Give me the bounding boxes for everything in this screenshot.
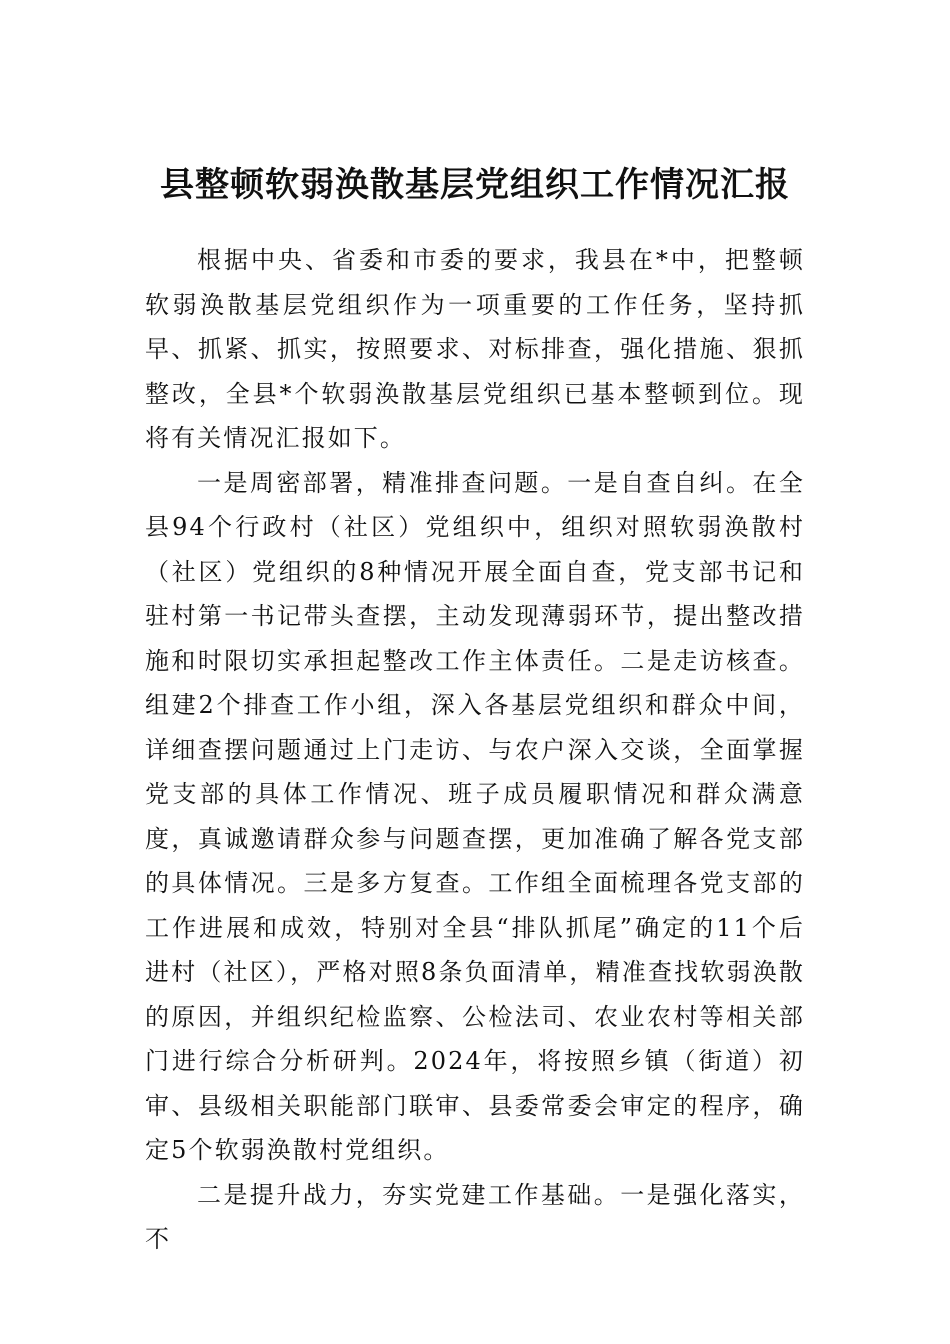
document-body (145, 238, 805, 1262)
paragraph-intro: 根据中央、省委和市委的要求，我县在*中，把整顿软弱涣散基层党组织作为一项重要的工作任务，坚持抓早、抓紧、抓实，按照要求、对标排查，强化措施、狠抓整改，全县*个软弱涣散基层党组织已基本整顿到位。现将有关情况汇报如下。 (145, 246, 805, 452)
paragraph-section-2: 二是提升战力，夯实党建工作基础。一是强化落实，不 (145, 1180, 805, 1253)
paragraph-section-1: 一是周密部署，精准排查问题。一是自查自纠。在全县94个行政村（社区）党组织中，组织对照软弱涣散村（社区）党组织的8种情况开展全面自查，党支部书记和驻村第一书记带头查摆，主动发现薄弱环节，提出整改措施和时限切实承担起整改工作主体责任。二是走访核查。组建2个排查工作小组，深入各基层党组织和群众中间，详细查摆问题通过上门走访、与农户深入交谈，全面掌握党支部的具体工作情况、班子成员履职情况和群众满意度，真诚邀请群众参与问题查摆，更加准确了解各党支部的具体情况。三是多方复查。工作组全面梳理各党支部的工作进展和成效，特别对全县“排队抓尾”确定的11个后进村（社区），严格对照8条负面清单，精准查找软弱涣散的原因，并组织纪检监察、公检法司、农业农村等相关部门进行综合分析研判。2024年，将按照乡镇（街道）初审、县级相关职能部门联审、县委常委会审定的程序，确定5个软弱涣散村党组织。 (145, 468, 805, 1164)
document-title: 县整顿软弱涣散基层党组织工作情况汇报 (160, 165, 790, 205)
